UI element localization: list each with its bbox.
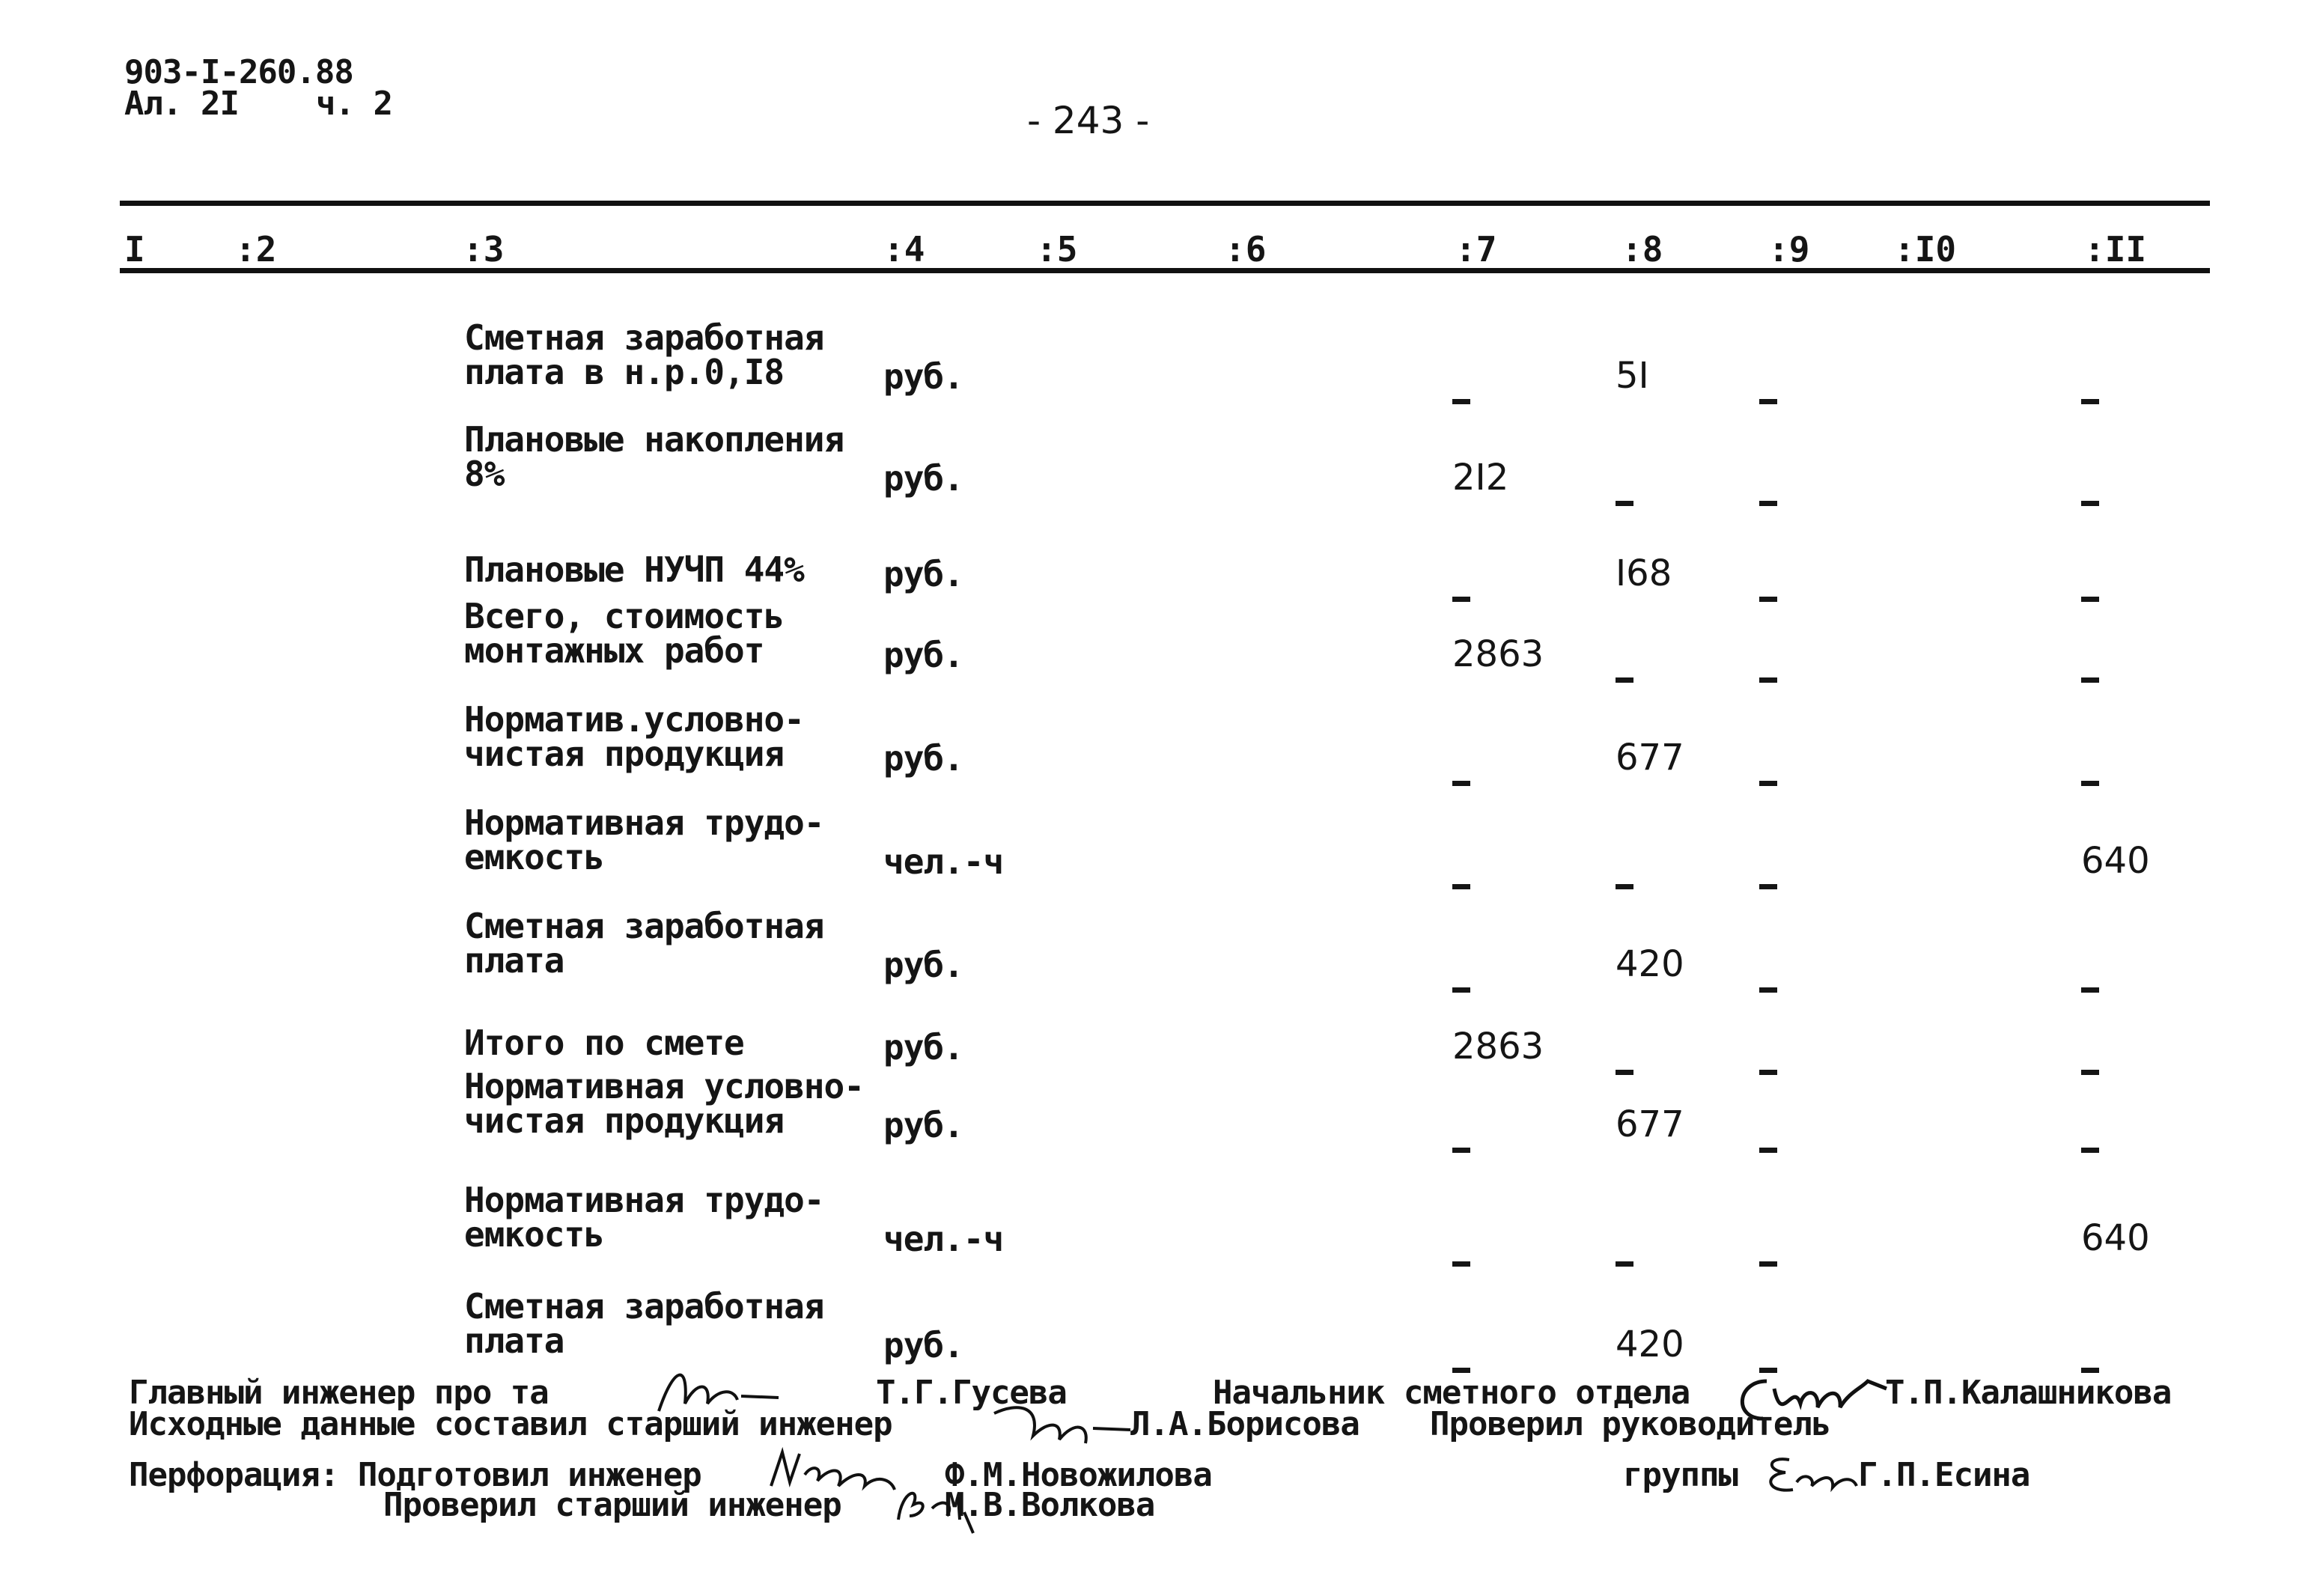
row-unit: руб. — [883, 554, 963, 594]
dash-mark — [1616, 501, 1633, 506]
footer-esina-name: Г.П.Есина — [1858, 1456, 2030, 1494]
row-description-line1: Плановые накопления — [464, 419, 844, 460]
column-header-5: :5 — [1036, 229, 1078, 269]
dash-mark — [2081, 1148, 2099, 1153]
row-description-line2: монтажных работ — [464, 630, 764, 671]
row-description-line1: Сметная заработная — [464, 906, 824, 946]
footer-source-data-label: Исходные данные составил старший инженер — [129, 1405, 892, 1443]
row-unit: чел.-ч — [883, 841, 1004, 882]
cell-col8: I68 — [1616, 552, 1672, 594]
cell-col7 — [1452, 1234, 1470, 1276]
column-header-1: I — [124, 229, 145, 269]
cell-col11 — [2081, 569, 2099, 611]
cell-col8: 677 — [1616, 737, 1684, 779]
sheet-label: Ал. 2I — [124, 85, 239, 123]
dash-mark — [1759, 399, 1777, 404]
cell-col7 — [1452, 856, 1470, 898]
page-number: - 243 - — [1027, 99, 1150, 142]
signature-borisova — [988, 1398, 1138, 1458]
column-header-9: :9 — [1768, 229, 1810, 269]
dash-mark — [1759, 501, 1777, 506]
dash-mark — [2081, 501, 2099, 506]
column-header-2: :2 — [235, 229, 277, 269]
footer-volkova-name: М.В.Волкова — [945, 1486, 1155, 1524]
dash-mark — [1452, 781, 1470, 786]
cell-col7: 2863 — [1452, 1026, 1544, 1067]
cell-col11 — [2081, 960, 2099, 1002]
row-unit: руб. — [883, 458, 963, 499]
dash-mark — [2081, 781, 2099, 786]
dash-mark — [2081, 987, 2099, 993]
row-description-line2: чистая продукция — [464, 734, 785, 774]
row-description-line1: Сметная заработная — [464, 1286, 824, 1327]
column-header-11: :II — [2084, 229, 2147, 269]
signature-gusева — [651, 1359, 809, 1426]
row-description-line1: Нормативная условно- — [464, 1066, 864, 1106]
cell-col9 — [1759, 473, 1777, 515]
cell-col8 — [1616, 1042, 1633, 1084]
cell-col8: 420 — [1616, 943, 1684, 985]
footer-novozhilova-name: Ф.М.Новожилова — [945, 1456, 1212, 1494]
cell-col11: 640 — [2081, 840, 2150, 882]
footer-group-label: группы — [1623, 1456, 1738, 1494]
dash-mark — [2081, 677, 2099, 683]
dash-mark — [1759, 884, 1777, 889]
document-code: 903-I-260.88 — [124, 53, 353, 91]
dash-mark — [1452, 1368, 1470, 1373]
column-header-8: :8 — [1622, 229, 1663, 269]
dash-mark — [2081, 1070, 2099, 1075]
row-description-line1: Нормативная трудо- — [464, 802, 824, 843]
cell-col11 — [2081, 1120, 2099, 1162]
dash-mark — [2081, 1368, 2099, 1373]
dash-mark — [1452, 884, 1470, 889]
cell-col11 — [2081, 1042, 2099, 1084]
cell-col9 — [1759, 371, 1777, 413]
cell-col7 — [1452, 371, 1470, 413]
row-description-line2: плата в н.р.0,I8 — [464, 352, 785, 392]
signature-kalashnikova — [1729, 1359, 1894, 1434]
dash-mark — [1452, 597, 1470, 602]
footer-gusева-name: Т.Г.Гусева — [876, 1374, 1067, 1412]
cell-col11: 640 — [2081, 1217, 2150, 1259]
dash-mark — [2081, 597, 2099, 602]
footer-checked-by-label: Проверил руководитель — [1430, 1405, 1831, 1443]
cell-col8: 677 — [1616, 1103, 1684, 1145]
row-description-line1: Сметная заработная — [464, 317, 824, 358]
row-unit: руб. — [883, 1027, 963, 1067]
dash-mark — [1759, 677, 1777, 683]
cell-col9 — [1759, 650, 1777, 692]
cell-col7: 2863 — [1452, 633, 1544, 675]
top-rule — [120, 201, 2210, 206]
cell-col8 — [1616, 473, 1633, 515]
cell-col8 — [1616, 650, 1633, 692]
cell-col7: 2I2 — [1452, 457, 1509, 499]
footer-head-of-dept-label: Начальник сметного отдела — [1213, 1374, 1690, 1412]
dash-mark — [1759, 1070, 1777, 1075]
row-description-line2: емкость — [464, 1214, 604, 1255]
cell-col11 — [2081, 650, 2099, 692]
dash-mark — [1759, 781, 1777, 786]
row-description-line2: емкость — [464, 837, 604, 877]
dash-mark — [1759, 987, 1777, 993]
dash-mark — [1616, 1261, 1633, 1267]
row-description-line2: плата — [464, 1321, 564, 1361]
cell-col9 — [1759, 1120, 1777, 1162]
footer-borisova-name: Л.А.Борисова — [1130, 1405, 1359, 1443]
dash-mark — [2081, 399, 2099, 404]
row-description-line2: Плановые НУЧП 44% — [464, 549, 804, 590]
row-description-line2: плата — [464, 940, 564, 981]
dash-mark — [1452, 987, 1470, 993]
cell-col11 — [2081, 753, 2099, 795]
footer-senior-engineer-label: Проверил старший инженер — [383, 1486, 841, 1524]
row-unit: руб. — [883, 1325, 963, 1365]
cell-col8 — [1616, 1234, 1633, 1276]
dash-mark — [1452, 1261, 1470, 1267]
row-unit: руб. — [883, 635, 963, 675]
cell-col8 — [1616, 856, 1633, 898]
signature-esina — [1759, 1449, 1864, 1501]
dash-mark — [1759, 1148, 1777, 1153]
footer-chief-engineer-label: Главный инженер про та — [129, 1374, 549, 1412]
cell-col9 — [1759, 753, 1777, 795]
column-header-6: :6 — [1225, 229, 1267, 269]
footer-perforation-label: Перфорация: Подготовил инженер — [129, 1456, 701, 1494]
part-label: ч. 2 — [316, 85, 392, 123]
dash-mark — [1759, 597, 1777, 602]
column-header-4: :4 — [883, 229, 925, 269]
row-description-line1: Норматив.условно- — [464, 699, 804, 740]
cell-col7 — [1452, 569, 1470, 611]
footer-kalashnikova-name: Т.П.Калашникова — [1885, 1374, 2172, 1412]
cell-col8: 420 — [1616, 1324, 1684, 1365]
cell-col9 — [1759, 569, 1777, 611]
cell-col7 — [1452, 753, 1470, 795]
cell-col9 — [1759, 1042, 1777, 1084]
row-unit: руб. — [883, 738, 963, 779]
signature-volkova — [891, 1475, 988, 1535]
dash-mark — [1759, 1261, 1777, 1267]
cell-col7 — [1452, 1120, 1470, 1162]
row-description-line1: Нормативная трудо- — [464, 1180, 824, 1220]
row-unit: чел.-ч — [883, 1219, 1004, 1259]
dash-mark — [1452, 399, 1470, 404]
cell-col9 — [1759, 960, 1777, 1002]
row-unit: руб. — [883, 1105, 963, 1145]
cell-col8: 5I — [1616, 355, 1649, 397]
cell-col7 — [1452, 960, 1470, 1002]
column-header-7: :7 — [1455, 229, 1497, 269]
row-description-line2: Итого по смете — [464, 1023, 744, 1063]
column-header-10: :I0 — [1894, 229, 1957, 269]
row-description-line2: чистая продукция — [464, 1100, 785, 1141]
row-unit: руб. — [883, 356, 963, 397]
cell-col9 — [1759, 856, 1777, 898]
dash-mark — [1616, 1070, 1633, 1075]
row-description-line2: 8% — [464, 454, 505, 494]
cell-col9 — [1759, 1234, 1777, 1276]
row-description-line1: Всего, стоимость — [464, 596, 785, 636]
dash-mark — [1616, 884, 1633, 889]
row-unit: руб. — [883, 945, 963, 985]
cell-col11 — [2081, 371, 2099, 413]
cell-col11 — [2081, 473, 2099, 515]
column-header-3: :3 — [463, 229, 505, 269]
dash-mark — [1616, 677, 1633, 683]
dash-mark — [1452, 1148, 1470, 1153]
